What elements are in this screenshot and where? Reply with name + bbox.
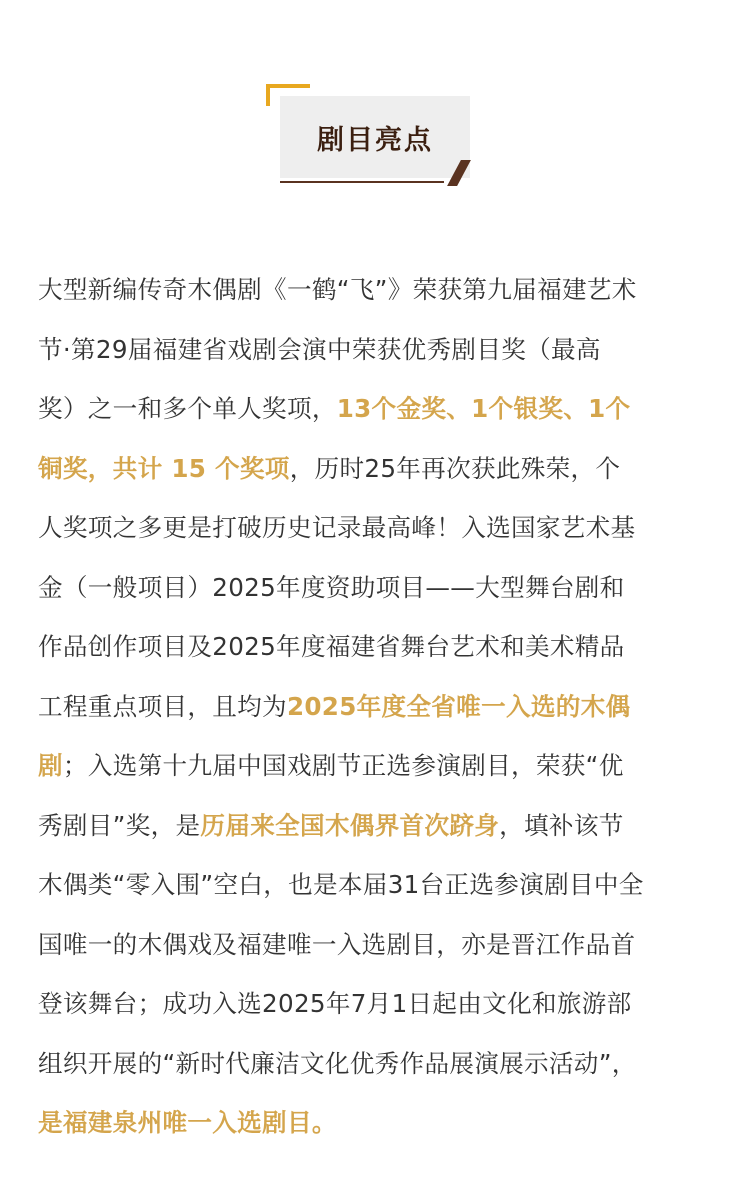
paragraph-line [38, 677, 714, 737]
body-text: 工程重点项目，且均为 [38, 691, 287, 721]
paragraph-line [38, 498, 714, 558]
paragraph-line [38, 558, 714, 618]
section-title: 剧目亮点 [317, 124, 433, 156]
highlighted-text: 剧 [38, 751, 63, 780]
body-text: 作品创作项目及2025年度福建省舞台艺术和美术精品 [38, 632, 625, 661]
body-text: 金（一般项目）2025年度资助项目——大型舞台剧和 [38, 572, 625, 602]
body-text: 节·第29届福建省戏剧会演中荣获优秀剧目奖（最高 [38, 334, 601, 364]
body-text: ，填补该节 [499, 810, 624, 840]
body-text: ；入选第十九届中国戏剧节正选参演剧目，荣获“优 [62, 751, 624, 780]
paragraph-line [38, 1034, 714, 1094]
title-underline [280, 181, 444, 183]
body-text: 人奖项之多更是打破历史记录最高峰！入选国家艺术基 [38, 513, 636, 542]
title-box [280, 96, 470, 178]
paragraph-line [38, 736, 714, 796]
paragraph-line [38, 1093, 714, 1153]
paragraph-line [38, 379, 714, 439]
highlighted-text: 13个金奖、1个银奖、1个 [336, 394, 631, 423]
highlighted-text: 历届来全国木偶界首次跻身 [200, 810, 500, 840]
body-text: 国唯一的木偶戏及福建唯一入选剧目，亦是晋江作品首 [38, 929, 636, 959]
paragraph-line [38, 320, 714, 380]
paragraph-line [38, 915, 714, 975]
body-text: 秀剧目”奖，是 [38, 810, 201, 840]
paragraph-line [38, 617, 714, 677]
body-text: ，历时25年再次获此殊荣，个 [289, 453, 621, 483]
highlighted-text: 是福建泉州唯一入选剧目。 [38, 1108, 337, 1137]
paragraph-line [38, 855, 714, 915]
paragraph-line [38, 974, 714, 1034]
paragraph-line [38, 439, 714, 499]
body-text: 奖）之一和多个单人奖项， [38, 394, 337, 423]
paragraph-line [38, 260, 714, 320]
highlighted-text: 铜奖，共计 15 个奖项 [38, 453, 290, 483]
body-text: 组织开展的“新时代廉洁文化优秀作品展演展示活动”， [38, 1048, 637, 1078]
body-text: 大型新编传奇木偶剧《一鹤“飞”》荣获第九届福建艺术 [38, 275, 637, 304]
highlighted-text: 2025年度全省唯一入选的木偶 [286, 691, 631, 721]
paragraph-line [38, 796, 714, 856]
body-paragraph [38, 260, 714, 1153]
body-text: 登该舞台；成功入选2025年7月1日起由文化和旅游部 [38, 989, 632, 1018]
body-text: 木偶类“零入围”空白，也是本届31台正选参演剧目中全 [38, 870, 644, 899]
section-header [266, 84, 478, 188]
